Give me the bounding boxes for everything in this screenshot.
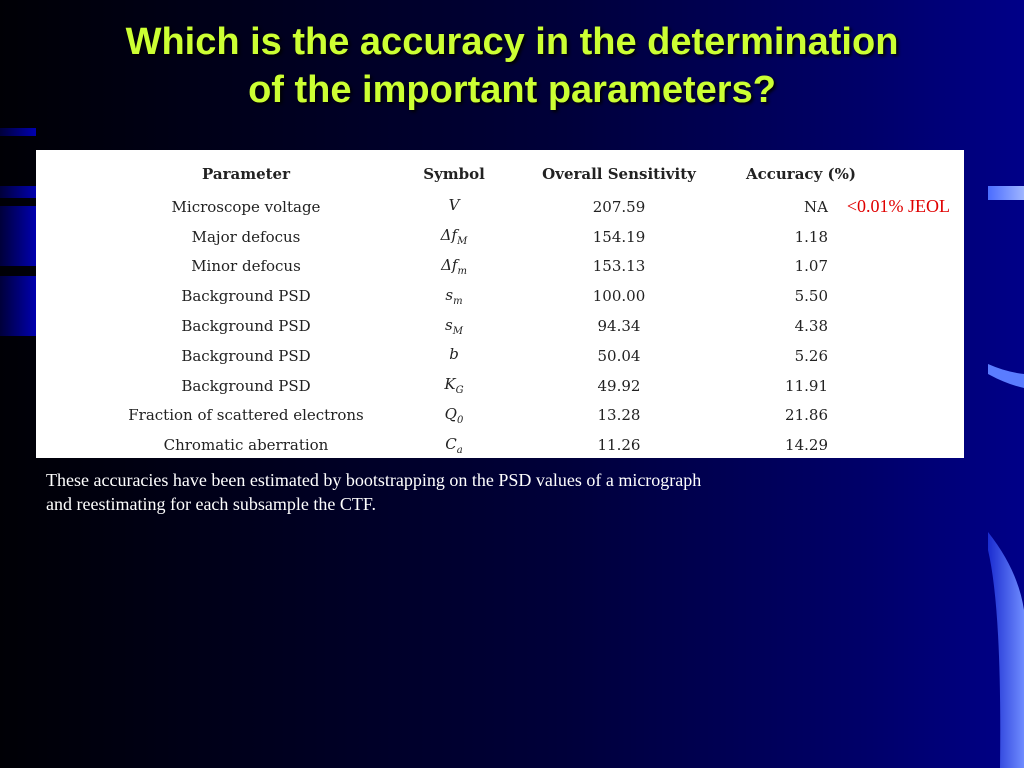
table-row bbox=[98, 222, 896, 252]
table-row bbox=[98, 341, 896, 371]
table-row bbox=[98, 311, 896, 341]
cell-symbol: $Q_0$ bbox=[444, 404, 464, 426]
cell-accuracy: 1.18 bbox=[794, 227, 828, 246]
cell-accuracy: NA bbox=[804, 197, 828, 216]
cell-sensitivity: 11.26 bbox=[597, 436, 641, 455]
cell-sensitivity: 153.13 bbox=[592, 257, 646, 276]
header-sensitivity: Overall Sensitivity bbox=[542, 165, 696, 183]
cell-symbol: $K_G$ bbox=[444, 375, 464, 397]
cell-parameter: Background PSD bbox=[181, 317, 311, 336]
table-header-row bbox=[98, 156, 896, 192]
cell-accuracy: 11.91 bbox=[785, 376, 828, 395]
cell-sensitivity: 50.04 bbox=[597, 346, 641, 365]
cell-parameter: Minor defocus bbox=[191, 257, 301, 276]
cell-sensitivity: 94.34 bbox=[597, 317, 641, 336]
slide-title bbox=[0, 18, 1024, 114]
cell-parameter: Background PSD bbox=[181, 376, 311, 395]
title-line-2: of the important parameters? bbox=[248, 69, 776, 111]
table-row bbox=[98, 430, 896, 460]
cell-sensitivity: 154.19 bbox=[592, 227, 646, 246]
cell-accuracy: 4.38 bbox=[794, 317, 828, 336]
decorative-bar-left bbox=[0, 128, 36, 136]
table-row bbox=[98, 281, 896, 311]
decorative-bar-left bbox=[0, 276, 36, 336]
cell-sensitivity: 100.00 bbox=[592, 287, 646, 306]
table-row bbox=[98, 192, 896, 222]
cell-parameter: Chromatic aberration bbox=[163, 436, 329, 455]
cell-symbol: $\Delta f_m$ bbox=[441, 255, 467, 277]
table-row bbox=[98, 401, 896, 431]
parameter-table-panel bbox=[36, 150, 964, 458]
decorative-swoosh-right bbox=[988, 530, 1024, 768]
cell-accuracy: 5.50 bbox=[794, 287, 828, 306]
cell-symbol: V bbox=[448, 196, 460, 215]
cell-accuracy: 1.07 bbox=[794, 257, 828, 276]
cell-accuracy: 14.29 bbox=[785, 436, 828, 455]
cell-symbol: b bbox=[449, 345, 459, 364]
decorative-bar-right bbox=[988, 186, 1024, 200]
header-symbol: Symbol bbox=[423, 165, 485, 183]
header-parameter: Parameter bbox=[201, 165, 290, 183]
cell-sensitivity: 13.28 bbox=[597, 406, 641, 425]
cell-symbol: $s_m$ bbox=[445, 285, 463, 307]
table-row bbox=[98, 252, 896, 282]
cell-sensitivity: 207.59 bbox=[592, 197, 646, 216]
cell-sensitivity: 49.92 bbox=[597, 376, 641, 395]
cell-accuracy: 5.26 bbox=[794, 346, 828, 365]
slide-caption: These accuracies have been estimated by bootstrapping on the PSD values of a micrograph and reestimating for each subsample the CTF. bbox=[46, 470, 702, 514]
cell-parameter: Background PSD bbox=[181, 346, 311, 365]
cell-symbol: $\Delta f_M$ bbox=[440, 226, 468, 248]
decorative-swoosh-right bbox=[988, 360, 1024, 390]
cell-symbol: $s_M$ bbox=[445, 315, 463, 337]
decorative-bar-left bbox=[0, 186, 36, 198]
cell-parameter: Microscope voltage bbox=[171, 197, 321, 216]
cell-parameter: Background PSD bbox=[181, 287, 311, 306]
cell-parameter: Fraction of scattered electrons bbox=[128, 406, 364, 425]
header-accuracy: Accuracy (%) bbox=[746, 165, 856, 183]
jeol-annotation: <0.01% JEOL bbox=[846, 196, 950, 216]
table-row bbox=[98, 371, 896, 401]
title-line-1: Which is the accuracy in the determination bbox=[125, 21, 899, 63]
decorative-bar-left bbox=[0, 206, 36, 266]
parameter-accuracy-table bbox=[98, 156, 896, 460]
cell-accuracy: 21.86 bbox=[785, 406, 828, 425]
cell-parameter: Major defocus bbox=[191, 227, 301, 246]
cell-symbol: $C_a$ bbox=[445, 434, 463, 456]
